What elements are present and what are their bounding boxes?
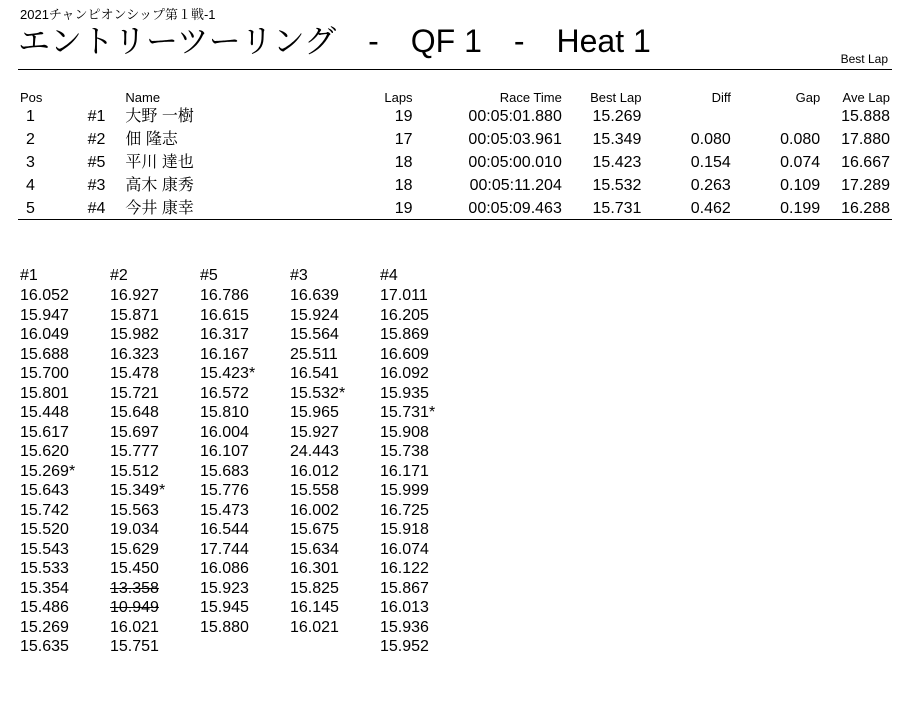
lap-time-cell: 15.473: [200, 501, 249, 519]
driver-name-cell: 佃 隆志: [125, 131, 178, 148]
lap-time-cell: 15.918: [380, 521, 429, 538]
lap-time-cell: 17.011: [380, 287, 428, 304]
race-time-cell: 00:05:00.010: [468, 154, 562, 171]
laps-cell: 18: [394, 177, 413, 194]
col-header-diff: Diff: [711, 90, 731, 105]
lap-time-cell: 16.323: [110, 345, 159, 363]
lap-row: [20, 540, 470, 560]
best-lap-cell: 15.269: [592, 108, 642, 125]
lap-row: [20, 559, 470, 579]
driver-name-cell: 大野 一樹: [125, 108, 194, 125]
lap-row: [20, 423, 470, 443]
lap-time-cell: 15.648: [110, 404, 159, 421]
lap-row: [20, 345, 470, 365]
lap-row: [20, 462, 470, 482]
laps-cell: 19: [394, 108, 413, 125]
lap-time-cell: 15.999: [380, 482, 429, 499]
results-row: [20, 128, 890, 151]
lap-time-cell: 16.074: [380, 540, 429, 558]
col-header-laps: Laps: [384, 90, 413, 105]
lap-time-cell: 16.541: [290, 365, 339, 382]
lap-time-cell: 15.563: [110, 501, 159, 519]
driver-name-cell: 高木 康秀: [125, 177, 194, 194]
lap-row: [20, 520, 470, 540]
results-divider: [18, 219, 892, 220]
lap-time-cell: 16.002: [290, 501, 339, 519]
lap-col-header: #4: [380, 267, 398, 284]
page-title: エントリーツーリング - QF 1 - Heat 1: [18, 23, 651, 59]
lap-time-cell: 15.486: [20, 599, 69, 616]
lap-time-cell: 15.776: [200, 482, 249, 499]
lap-time-cell: 16.021: [290, 618, 339, 636]
best-lap-cell: 15.423: [592, 154, 642, 171]
lap-col-header: #1: [20, 267, 38, 284]
lap-time-cell: 15.423*: [200, 365, 256, 382]
lap-time-cell: 15.349*: [110, 482, 166, 499]
best-lap-cell: 15.532: [592, 177, 642, 194]
lap-time-cell: 15.880: [200, 618, 249, 636]
lap-time-cell: 16.052: [20, 287, 69, 304]
race-time-cell: 00:05:11.204: [469, 177, 562, 194]
lap-time-cell: 15.700: [20, 365, 69, 382]
lap-time-cell: 16.092: [380, 365, 429, 382]
pos-cell: 2: [26, 131, 35, 148]
lap-time-cell: 15.543: [20, 540, 69, 558]
col-header-best-lap: Best Lap: [590, 90, 642, 105]
lap-time-cell: 15.512: [110, 462, 159, 480]
col-header-pos: Pos: [20, 90, 43, 105]
diff-cell: 0.462: [690, 200, 731, 217]
lap-time-cell: 15.908: [380, 423, 429, 441]
lap-row: [20, 598, 470, 618]
best-lap-label: Best Lap: [840, 52, 888, 66]
lap-time-cell: 15.558: [290, 482, 339, 499]
lap-time-cell: 25.511: [290, 345, 338, 363]
lap-row: [20, 618, 470, 638]
lap-col-header: #2: [110, 267, 128, 284]
pos-cell: 1: [26, 108, 35, 125]
diff-cell: 0.154: [690, 154, 731, 171]
lap-time-cell: 16.205: [380, 306, 429, 324]
col-header-name: Name: [125, 90, 161, 105]
lap-time-cell: 15.564: [290, 326, 339, 343]
lap-time-cell: [290, 637, 380, 657]
best-lap-cell: 15.731: [592, 200, 642, 217]
gap-cell: 0.074: [780, 154, 821, 171]
lap-time-cell: 15.683: [200, 462, 249, 480]
lap-time-cell: 15.532*: [290, 384, 346, 402]
lap-times-body: [20, 286, 470, 657]
lap-time-cell: 15.643: [20, 482, 69, 499]
car-number-cell: #4: [87, 200, 106, 217]
col-header-race-time: Race Time: [499, 90, 562, 105]
lap-time-cell: 15.965: [290, 404, 339, 421]
pos-cell: 3: [26, 154, 35, 171]
laps-cell: 18: [394, 154, 413, 171]
lap-time-cell: 15.935: [380, 384, 429, 402]
lap-time-cell: [200, 637, 290, 657]
lap-row: [20, 306, 470, 326]
lap-time-cell: 16.167: [200, 345, 249, 363]
lap-time-cell: 16.615: [200, 306, 249, 324]
lap-time-cell: 15.635: [20, 638, 69, 655]
lap-time-cell: 15.952: [380, 638, 429, 655]
lap-time-cell: 16.609: [380, 345, 429, 363]
lap-row: [20, 481, 470, 501]
lap-time-cell: 15.731*: [380, 404, 436, 421]
lap-row: [20, 501, 470, 521]
lap-time-cell: 15.675: [290, 521, 339, 538]
pos-cell: 4: [26, 177, 35, 194]
ave-lap-cell: 16.288: [841, 200, 890, 217]
best-lap-cell: 15.349: [592, 131, 642, 148]
lap-time-cell: 15.269*: [20, 462, 76, 480]
pos-cell: 5: [26, 200, 35, 217]
lap-row: [20, 579, 470, 599]
lap-row: [20, 442, 470, 462]
lap-row: [20, 637, 470, 657]
lap-time-cell: 15.871: [110, 306, 159, 324]
driver-name-cell: 平川 達也: [125, 154, 194, 171]
gap-cell: 0.199: [780, 200, 821, 217]
lap-time-cell: 16.317: [200, 326, 249, 343]
ave-lap-cell: 17.289: [841, 177, 890, 194]
lap-time-cell: 15.751: [110, 638, 159, 655]
car-number-cell: #5: [87, 154, 106, 171]
lap-time-cell: 15.927: [290, 423, 339, 441]
lap-time-cell: 15.617: [20, 423, 69, 441]
lap-time-cell: 15.742: [20, 501, 69, 519]
race-time-cell: 00:05:01.880: [468, 108, 562, 125]
gap-cell: 0.109: [780, 177, 821, 194]
results-row: [20, 197, 890, 220]
diff-cell: 0.263: [690, 177, 731, 194]
race-time-cell: 00:05:03.961: [468, 131, 562, 148]
lap-row: [20, 325, 470, 345]
results-header-row: [20, 89, 890, 105]
lap-time-cell: 16.049: [20, 326, 69, 343]
results-table: [20, 89, 890, 220]
diff-cell: [641, 105, 730, 128]
lap-time-cell: 15.634: [290, 540, 339, 558]
diff-cell: 0.080: [690, 131, 731, 148]
gap-cell: 0.080: [780, 131, 821, 148]
lap-col-header: #5: [200, 267, 218, 284]
lap-time-cell: 15.801: [20, 384, 69, 402]
results-row: [20, 151, 890, 174]
lap-row: [20, 384, 470, 404]
lap-time-cell: 16.301: [290, 560, 339, 577]
lap-time-cell: 19.034: [110, 521, 159, 538]
lap-time-cell: 15.354: [20, 579, 69, 597]
lap-time-cell: 16.004: [200, 423, 249, 441]
lap-time-cell: 13.358: [110, 579, 159, 597]
col-header-number: [58, 89, 126, 105]
ave-lap-cell: 16.667: [841, 154, 890, 171]
laps-cell: 19: [394, 200, 413, 217]
lap-time-cell: 17.744: [200, 540, 249, 558]
race-time-cell: 00:05:09.463: [468, 200, 562, 217]
laps-cell: 17: [394, 131, 413, 148]
lap-time-cell: 15.936: [380, 618, 429, 636]
lap-time-cell: 16.927: [110, 287, 159, 304]
car-number-cell: #2: [87, 131, 106, 148]
lap-time-cell: 15.697: [110, 423, 159, 441]
lap-time-cell: 16.107: [200, 443, 249, 460]
lap-time-cell: 15.738: [380, 443, 429, 460]
lap-col-header: #3: [290, 267, 308, 284]
lap-time-cell: 15.947: [20, 306, 69, 324]
lap-time-cell: 16.021: [110, 618, 159, 636]
lap-time-cell: 15.825: [290, 579, 339, 597]
lap-time-cell: 15.520: [20, 521, 69, 538]
lap-row: [20, 403, 470, 423]
lap-time-cell: 15.721: [110, 384, 159, 402]
ave-lap-cell: 15.888: [841, 108, 890, 125]
lap-time-cell: 15.810: [200, 404, 249, 421]
lap-time-cell: 15.448: [20, 404, 69, 421]
lap-time-cell: 10.949: [110, 599, 159, 616]
lap-time-cell: 16.145: [290, 599, 339, 616]
ave-lap-cell: 17.880: [841, 131, 890, 148]
lap-time-cell: 15.450: [110, 560, 159, 577]
lap-time-cell: 15.629: [110, 540, 159, 558]
header-divider: [18, 69, 892, 70]
lap-row: [20, 364, 470, 384]
driver-name-cell: 今井 康幸: [125, 200, 194, 217]
lap-time-cell: 15.869: [380, 326, 429, 343]
lap-time-cell: 16.122: [380, 560, 429, 577]
lap-time-cell: 15.982: [110, 326, 159, 343]
car-number-cell: #1: [87, 108, 106, 125]
lap-time-cell: 16.012: [290, 462, 339, 480]
lap-row: [20, 286, 470, 306]
lap-time-cell: 15.478: [110, 365, 159, 382]
lap-time-cell: 15.688: [20, 345, 69, 363]
results-row: [20, 174, 890, 197]
car-number-cell: #3: [87, 177, 106, 194]
lap-time-cell: 15.924: [290, 306, 339, 324]
lap-times-table: [20, 267, 470, 657]
lap-time-cell: 15.945: [200, 599, 249, 616]
col-header-gap: Gap: [795, 90, 821, 105]
lap-time-cell: 16.572: [200, 384, 249, 402]
gap-cell: [731, 105, 820, 128]
lap-time-cell: 24.443: [290, 443, 339, 460]
lap-time-cell: 16.786: [200, 287, 249, 304]
event-subtitle: 2021チャンピオンシップ第１戦-1: [20, 7, 216, 22]
col-header-ave-lap: Ave Lap: [842, 90, 890, 105]
lap-time-cell: 16.171: [380, 462, 429, 480]
lap-times-header-row: [20, 267, 470, 286]
lap-time-cell: 15.867: [380, 579, 429, 597]
lap-time-cell: 16.013: [380, 599, 429, 616]
lap-time-cell: 15.923: [200, 579, 249, 597]
lap-time-cell: 16.639: [290, 287, 339, 304]
lap-time-cell: 16.725: [380, 501, 429, 519]
lap-time-cell: 16.086: [200, 560, 249, 577]
lap-time-cell: 16.544: [200, 521, 249, 538]
lap-time-cell: 15.533: [20, 560, 69, 577]
lap-time-cell: 15.620: [20, 443, 69, 460]
lap-time-cell: 15.269: [20, 618, 69, 636]
lap-time-cell: 15.777: [110, 443, 159, 460]
results-row: [20, 105, 890, 128]
